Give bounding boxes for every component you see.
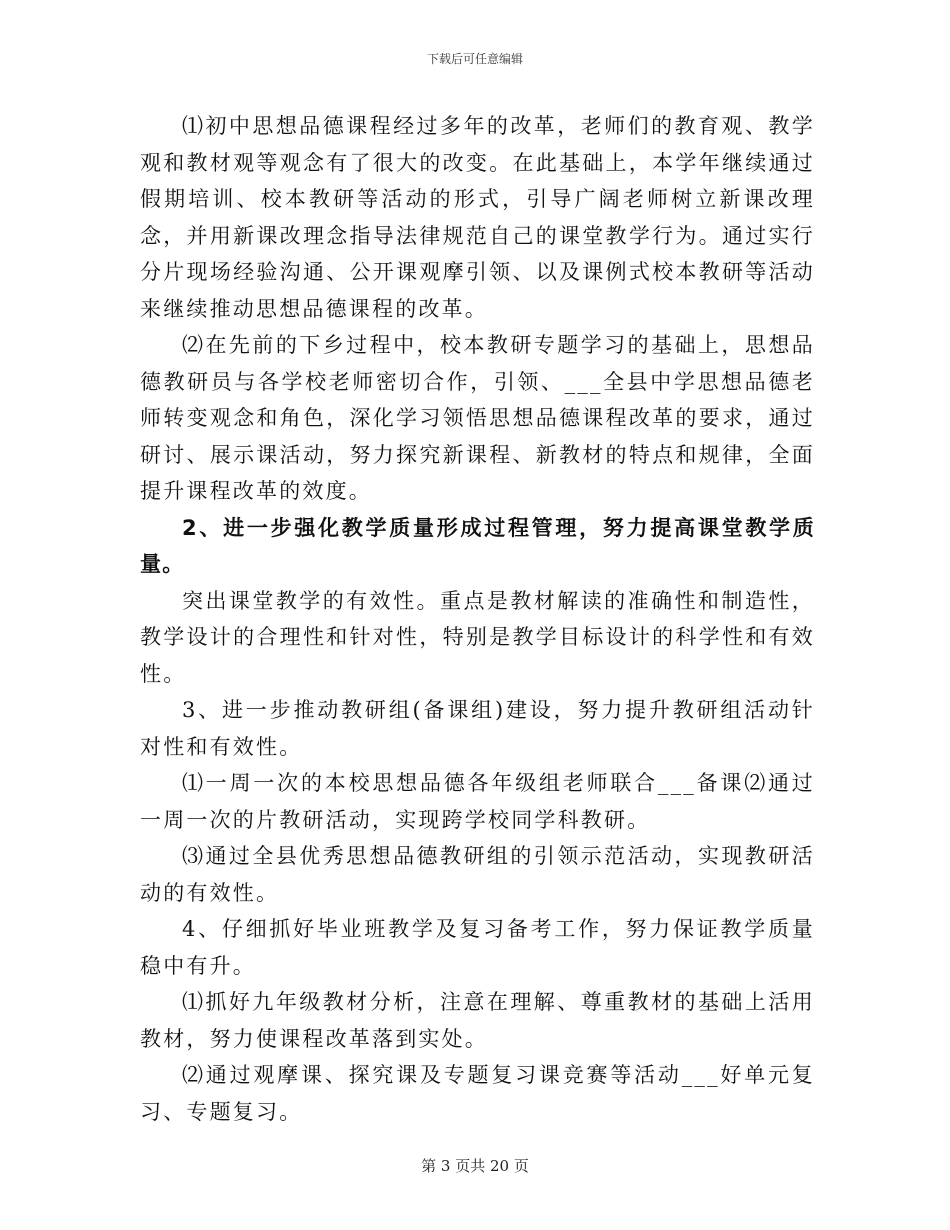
paragraph-2: ⑵在先前的下乡过程中，校本教研专题学习的基础上，思想品德教研员与各学校老师密切合作，引领、___全县中学思想品德老师转变观念和角色，深化学习领悟思想品德课程改革的要求，通过研讨、展示课活动，努力探究新课程、新教材的特点和规律，全面提升课程改革的效度。 (140, 333, 815, 503)
paragraph-6: ⑴抓好九年级教材分析，注意在理解、尊重教材的基础上活用教材，努力使课程改革落到实处。 (140, 990, 815, 1051)
paragraph-3: 突出课堂教学的有效性。重点是教材解读的准确性和制造性，教学设计的合理性和针对性，特别是教学目标设计的科学性和有效性。 (140, 588, 815, 686)
paragraph-7: ⑵通过观摩课、探究课及专题复习课竞赛等活动___好单元复习、专题复习。 (140, 1063, 815, 1124)
page-header: 下载后可任意编辑 (426, 52, 523, 66)
paragraph-1: ⑴初中思想品德课程经过多年的改革，老师们的教育观、教学观和教材观等观念有了很大的改变。在此基础上，本学年继续通过假期培训、校本教研等活动的形式，引导广阔老师树立新课改理念，并用新课改理念指导法律规范自己的课堂教学行为。通过实行分片现场经验沟通、公开课观摩引领、以及课例式校本教研等活动来继续推动思想品德课程的改革。 (140, 114, 815, 321)
page-number: 第 3 页共 20 页 (421, 1157, 529, 1175)
section-heading-2: 2、进一步强化教学质量形成过程管理，努力提高课堂教学质量。 (140, 515, 815, 576)
section-heading-4: 4、仔细抓好毕业班教学及复习备考工作，努力保证教学质量稳中有升。 (140, 917, 815, 978)
paragraph-5: ⑶通过全县优秀思想品德教研组的引领示范活动，实现教研活动的有效性。 (140, 844, 815, 905)
paragraph-4: ⑴一周一次的本校思想品德各年级组老师联合___备课⑵通过一周一次的片教研活动，实现跨学校同学科教研。 (140, 771, 815, 832)
document-body (140, 108, 815, 1130)
section-heading-3: 3、进一步推动教研组(备课组)建设，努力提升教研组活动针对性和有效性。 (140, 698, 815, 759)
